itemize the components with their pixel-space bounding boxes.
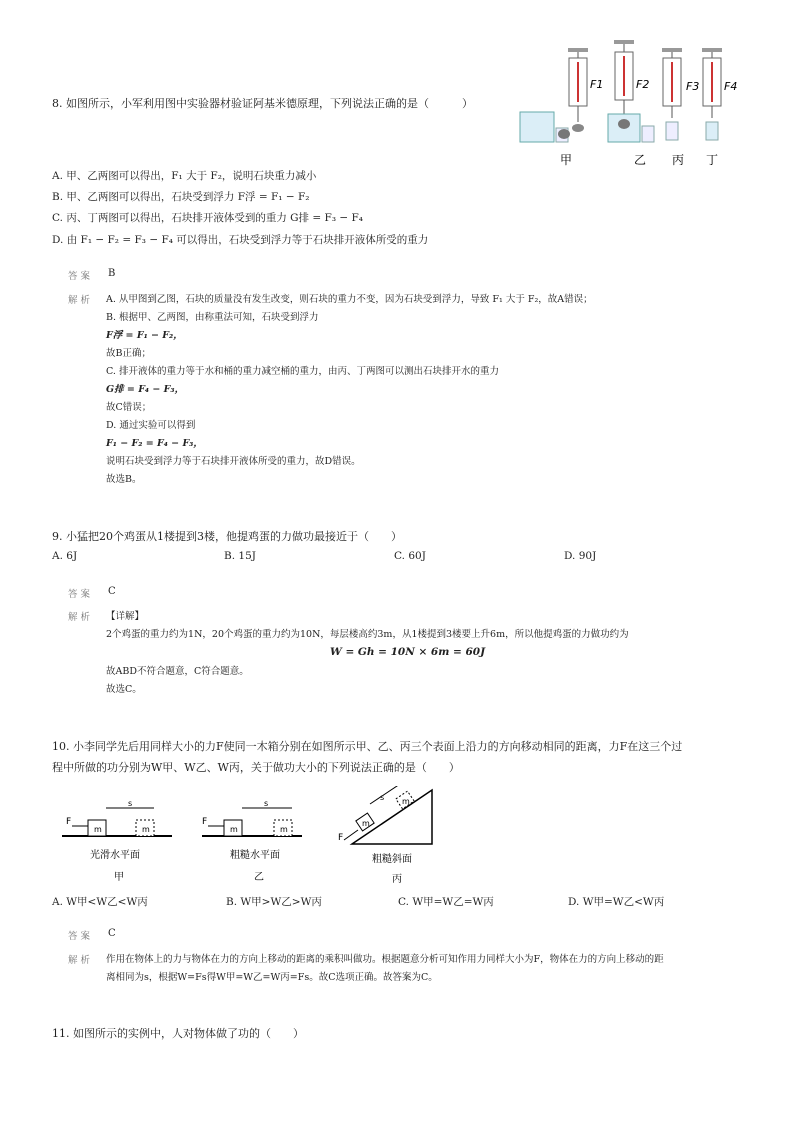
q8-exp-formula: G排 = F₄ − F₃， xyxy=(106,384,185,395)
spring-scale-2 xyxy=(614,40,634,118)
q8-exp-line: B. 根据甲、乙两图，由称重法可知，石块受到浮力 xyxy=(106,312,319,323)
q9-explain-label: 解析 xyxy=(68,612,94,623)
spring-scale-4 xyxy=(702,48,722,118)
f2-label: F2 xyxy=(636,78,650,91)
q9-option-c: C. 60J xyxy=(394,550,426,562)
q10-option-d: D. W甲=W乙<W丙 xyxy=(568,896,665,908)
q8-option-c: C. 丙、丁两图可以得出，石块排开液体受到的重力 G排 = F₃ − F₄ xyxy=(52,212,363,224)
mass-label: m xyxy=(94,825,102,834)
q9-exp-line: 故ABD不符合题意，C符合题意。 xyxy=(106,666,249,677)
q8-option-d: D. 由 F₁ − F₂ = F₃ − F₄ 可以得出，石块受到浮力等于石块排开液体所受的重力 xyxy=(52,234,429,246)
tag-jia: 甲 xyxy=(114,872,124,883)
q8-explanation xyxy=(106,291,593,489)
q10-option-c: C. W甲=W乙=W丙 xyxy=(398,896,494,908)
caption-smooth: 光滑水平面 xyxy=(90,850,140,861)
q10-stem-line1: 10. 小李同学先后用同样大小的力F使同一木箱分别在如图所示甲、乙、丙三个表面上沿力的方向移动相同的距离，力F在这三个过 xyxy=(52,740,683,753)
spring-scale-3 xyxy=(662,48,682,118)
q8-figure xyxy=(516,38,738,168)
f1-label: F1 xyxy=(590,78,604,91)
q10-option-b: B. W甲>W乙>W丙 xyxy=(226,896,322,908)
fig-label-ding: 丁 xyxy=(706,153,719,167)
q10-figures xyxy=(52,786,472,886)
f4-label: F4 xyxy=(724,80,738,93)
q9-exp-line: 故选C。 xyxy=(106,684,142,695)
q8-exp-line: 故B正确； xyxy=(106,348,151,359)
q9-answer: C xyxy=(108,586,116,597)
q8-explain-label: 解析 xyxy=(68,295,94,306)
q10-option-a: A. W甲<W乙<W丙 xyxy=(52,896,148,908)
figure-smooth-surface xyxy=(62,799,172,836)
q9-option-b: B. 15J xyxy=(224,550,256,562)
q10-explain-label: 解析 xyxy=(68,955,94,966)
q10-answer: C xyxy=(108,928,116,939)
q8-exp-line: D. 通过实验可以得到 xyxy=(106,420,196,431)
q8-answer-label: 答案 xyxy=(68,271,94,282)
caption-rough: 粗糙水平面 xyxy=(230,850,280,861)
q9-detail-tag: 【详解】 xyxy=(106,611,145,622)
mass-label: m xyxy=(362,819,370,828)
q8-exp-line: 故C错误； xyxy=(106,402,152,413)
distance-label: s xyxy=(380,793,385,802)
q9-stem: 9. 小猛把20个鸡蛋从1楼提到3楼，他提鸡蛋的力做功最接近于（ ） xyxy=(52,530,402,543)
q8-option-b: B. 甲、乙两图可以得出，石块受到浮力 F浮 = F₁ − F₂ xyxy=(52,191,310,203)
q10-exp-line: 作用在物体上的力与物体在力的方向上移动的距离的乘积叫做功。根据题意分析可知作用力同样大小为F，物体在力的方向上移动的距 xyxy=(106,954,664,965)
mass-label: m xyxy=(402,797,410,806)
tag-yi: 乙 xyxy=(254,872,264,883)
tag-bing: 丙 xyxy=(392,874,402,885)
distance-label: s xyxy=(128,799,133,808)
q10-exp-line: 离相同为s，根据W=Fs得W甲=W乙=W丙=Fs。故C选项正确。故答案为C。 xyxy=(106,972,438,983)
caption-incline: 粗糙斜面 xyxy=(372,854,412,865)
q9-exp-formula: W = Gh = 10N × 6m = 60J xyxy=(330,646,486,658)
q8-exp-line: 故选B。 xyxy=(106,474,142,485)
force-label: F xyxy=(66,817,72,827)
q8-option-a: A. 甲、乙两图可以得出，F₁ 大于 F₂，说明石块重力减小 xyxy=(52,170,317,182)
q8-answer: B xyxy=(108,268,116,279)
q8-exp-formula: F₁ − F₂ = F₄ − F₃， xyxy=(106,438,203,449)
q9-answer-label: 答案 xyxy=(68,589,94,600)
q9-option-a: A. 6J xyxy=(52,550,78,562)
fig-label-bing: 丙 xyxy=(672,153,685,167)
q8-exp-line: 说明石块受到浮力等于石块排开液体所受的重力，故D错误。 xyxy=(106,456,361,467)
fig-label-yi: 乙 xyxy=(634,153,647,167)
q8-exp-line: A. 从甲图到乙图，石块的质量没有发生改变，则石块的重力不变，因为石块受到浮力，导致 F₁ 大于 F₂，故A错误； xyxy=(106,294,593,305)
q8-exp-formula: F浮 = F₁ − F₂， xyxy=(106,330,183,341)
distance-label: s xyxy=(264,799,269,808)
q9-exp-line: 2个鸡蛋的重力约为1N，20个鸡蛋的重力约为10N，每层楼高约3m，从1楼提到3楼要上升6m，所以他提鸡蛋的力做功约为 xyxy=(106,629,629,640)
spring-scale-1 xyxy=(568,48,588,132)
fig-label-jia: 甲 xyxy=(560,153,573,167)
figure-rough-incline xyxy=(338,786,432,844)
q8-stem: 8. 如图所示，小军利用图中实验器材验证阿基米德原理，下列说法正确的是（ ） xyxy=(52,97,473,110)
mass-label: m xyxy=(230,825,238,834)
q8-exp-line: C. 排开液体的重力等于水和桶的重力减空桶的重力，由丙、丁两图可以测出石块排开水的重力 xyxy=(106,366,499,377)
mass-label: m xyxy=(280,825,288,834)
force-label: F xyxy=(202,817,208,827)
force-label: F xyxy=(338,833,344,843)
q10-answer-label: 答案 xyxy=(68,931,94,942)
q9-option-d: D. 90J xyxy=(564,550,597,562)
mass-label: m xyxy=(142,825,150,834)
q11-stem: 11. 如图所示的实例中，人对物体做了功的（ ） xyxy=(52,1027,304,1040)
f3-label: F3 xyxy=(686,80,700,93)
q10-stem-line2: 程中所做的功分别为W甲、W乙、W丙，关于做功大小的下列说法正确的是（ ） xyxy=(52,761,460,774)
figure-rough-surface xyxy=(202,799,302,836)
